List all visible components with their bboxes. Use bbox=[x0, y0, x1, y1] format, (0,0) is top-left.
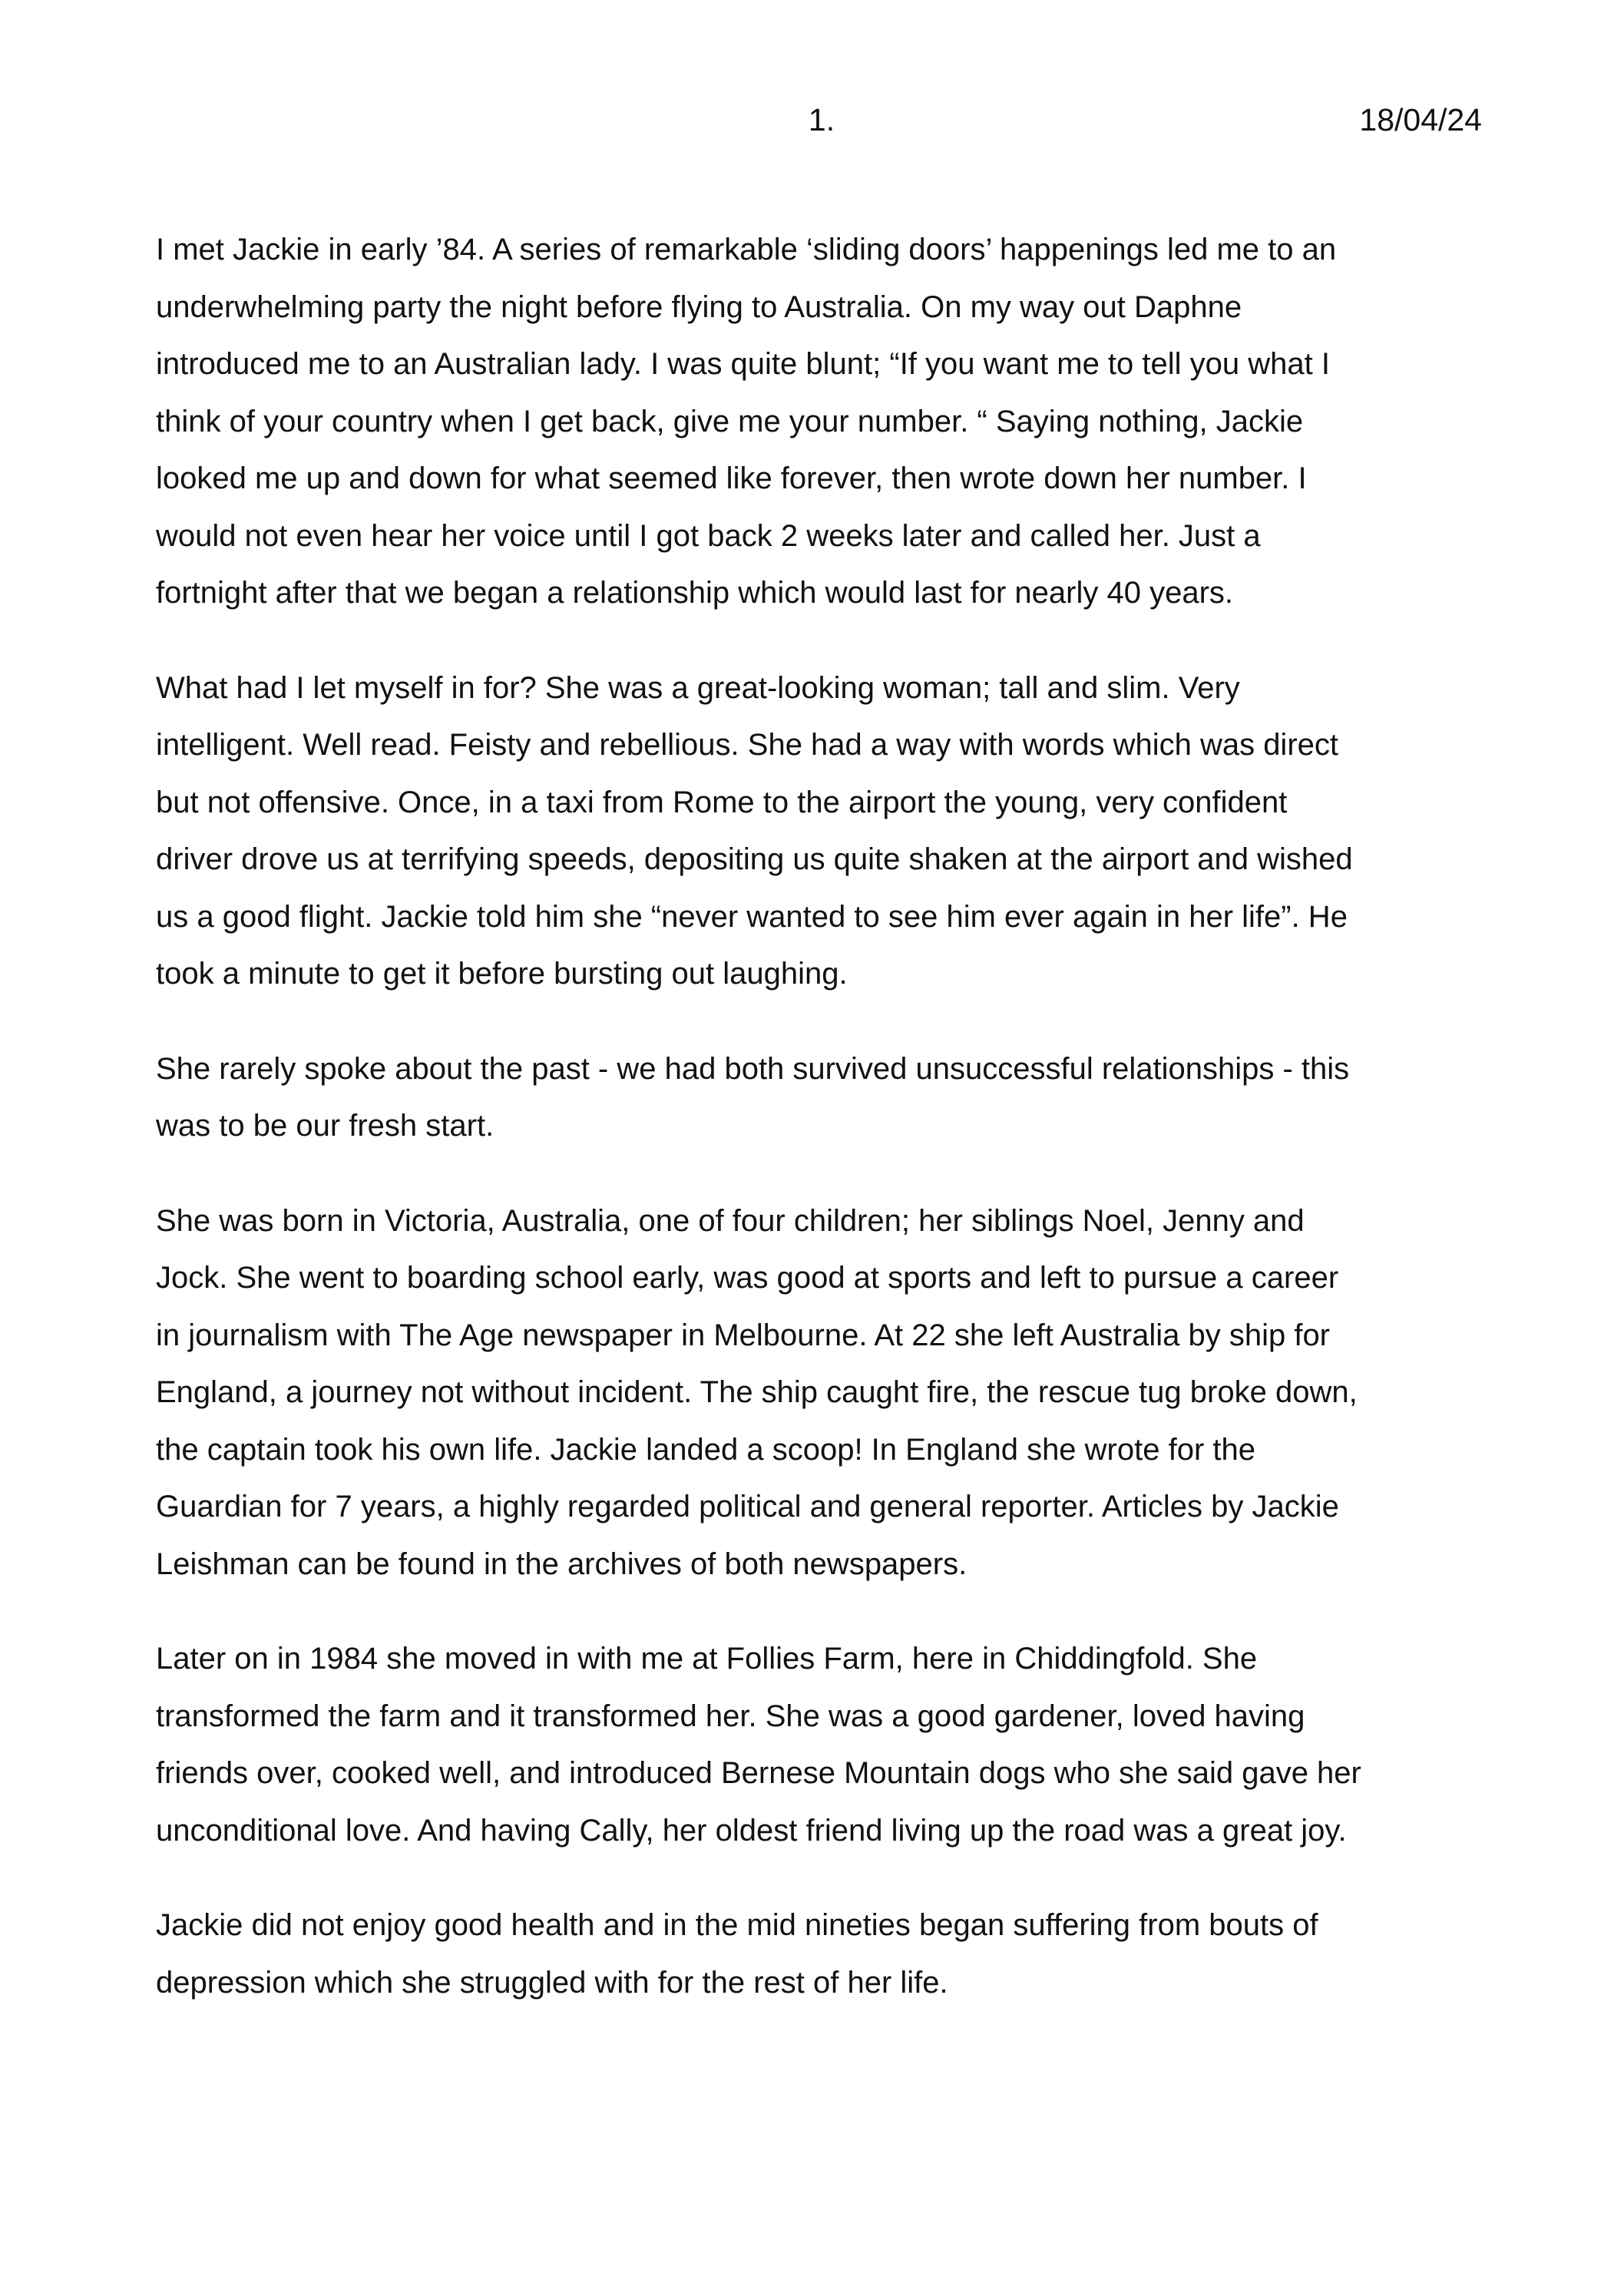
paragraph-line: Later on in 1984 she moved in with me at Follies Farm, here in Chiddingfold. She bbox=[156, 1642, 1258, 1676]
paragraph-line: She rarely spoke about the past - we had both survived unsuccessful relationships - this bbox=[156, 1051, 1350, 1086]
paragraph-line: think of your country when I get back, give me your number. “ Saying nothing, Jackie bbox=[156, 404, 1304, 438]
paragraph-follies-farm bbox=[156, 1630, 1496, 1859]
paragraph-line: in journalism with The Age newspaper in Melbourne. At 22 she left Australia by ship for bbox=[156, 1318, 1331, 1352]
paragraph-line: unconditional love. And having Cally, her oldest friend living up the road was a great joy. bbox=[156, 1813, 1347, 1848]
paragraph-line: Jackie did not enjoy good health and in the mid nineties began suffering from bouts of bbox=[156, 1908, 1318, 1942]
paragraph-line: looked me up and down for what seemed like forever, then wrote down her number. I bbox=[156, 462, 1307, 495]
paragraph-line: would not even hear her voice until I got back 2 weeks later and called her. Just a bbox=[156, 518, 1261, 553]
paragraph-line: the captain took his own life. Jackie landed a scoop! In England she wrote for the bbox=[156, 1432, 1255, 1467]
paragraph-fresh-start bbox=[156, 1040, 1496, 1155]
paragraph-meeting-jackie bbox=[156, 221, 1496, 622]
paragraph-early-life bbox=[156, 1193, 1496, 1593]
paragraph-line: depression which she struggled with for the rest of her life. bbox=[156, 1965, 948, 2000]
paragraph-line: She was born in Victoria, Australia, one of four children; her siblings Noel, Jenny and bbox=[156, 1203, 1305, 1238]
paragraph-line: took a minute to get it before bursting out laughing. bbox=[156, 957, 848, 991]
paragraph-character bbox=[156, 660, 1496, 1003]
paragraph-line: I met Jackie in early ’84. A series of remarkable ‘sliding doors’ happenings led me to an bbox=[156, 233, 1337, 266]
page-number: 1. bbox=[808, 102, 835, 137]
paragraph-line: underwhelming party the night before flying to Australia. On my way out Daphne bbox=[156, 289, 1242, 324]
paragraph-health bbox=[156, 1897, 1496, 2011]
paragraph-line: Guardian for 7 years, a highly regarded political and general reporter. Articles by Jackie bbox=[156, 1490, 1339, 1523]
paragraph-line: intelligent. Well read. Feisty and rebellious. She had a way with words which was direct bbox=[156, 728, 1338, 762]
paragraph-line: friends over, cooked well, and introduced Bernese Mountain dogs who she said gave her bbox=[156, 1756, 1361, 1790]
paragraph-line: us a good flight. Jackie told him she “never wanted to see him ever again in her life”. He bbox=[156, 899, 1348, 934]
paragraph-line: What had I let myself in for? She was a great-looking woman; tall and slim. Very bbox=[156, 670, 1240, 705]
page-date: 18/04/24 bbox=[1359, 102, 1482, 137]
paragraph-line: but not offensive. Once, in a taxi from Rome to the airport the young, very confident bbox=[156, 785, 1288, 819]
paragraph-line: introduced me to an Australian lady. I was quite blunt; “If you want me to tell you what I bbox=[156, 347, 1330, 381]
paragraph-line: England, a journey not without incident. The ship caught fire, the rescue tug broke down, bbox=[156, 1375, 1358, 1409]
paragraph-line: Jock. She went to boarding school early, was good at sports and left to pursue a career bbox=[156, 1261, 1339, 1295]
document-body bbox=[156, 221, 1496, 2049]
paragraph-line: Leishman can be found in the archives of both newspapers. bbox=[156, 1547, 967, 1581]
paragraph-line: driver drove us at terrifying speeds, depositing us quite shaken at the airport and wished bbox=[156, 842, 1353, 876]
paragraph-line: transformed the farm and it transformed her. She was a good gardener, loved having bbox=[156, 1699, 1305, 1733]
paragraph-line: was to be our fresh start. bbox=[156, 1109, 494, 1143]
paragraph-line: fortnight after that we began a relationship which would last for nearly 40 years. bbox=[156, 576, 1234, 610]
